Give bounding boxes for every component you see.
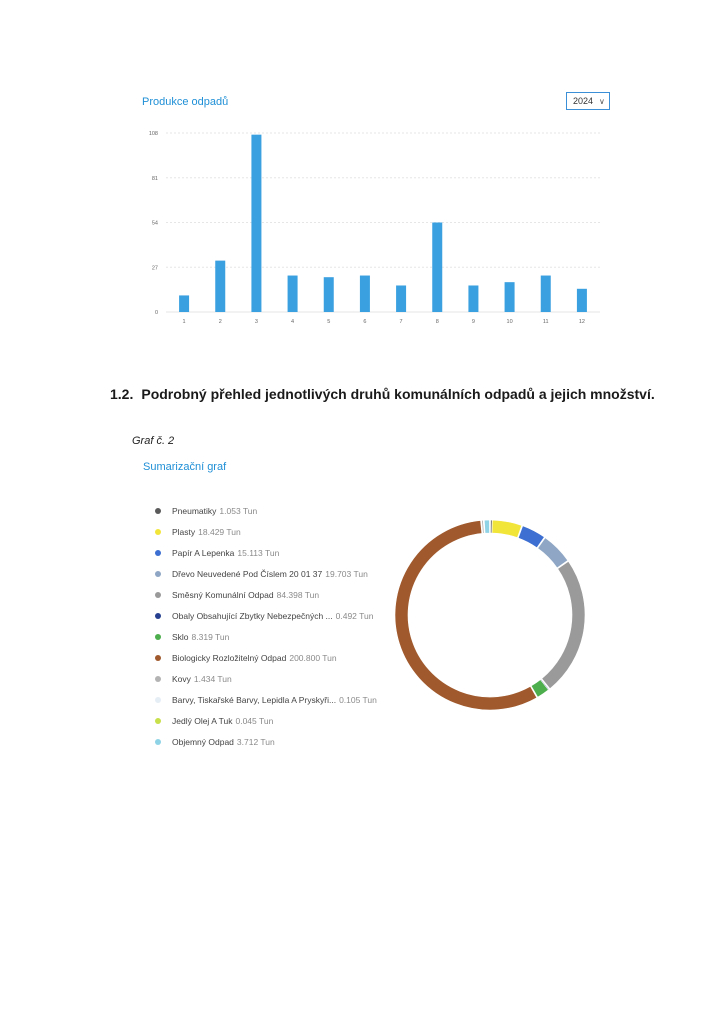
- legend-label: Barvy, Tiskařské Barvy, Lepidla A Pryskyři...: [172, 694, 337, 705]
- donut-slice: [395, 520, 537, 710]
- legend-dot: [155, 550, 161, 556]
- x-tick-label: 4: [291, 319, 295, 325]
- legend-item: [155, 689, 395, 710]
- section-title: Podrobný přehled jednotlivých druhů komunálních odpadů a jejich množství.: [141, 386, 655, 402]
- graf-label: Graf č. 2: [132, 435, 175, 447]
- legend-label: Biologicky Rozložitelný Odpad: [172, 652, 287, 663]
- legend-dot: [155, 676, 161, 682]
- y-tick-label: 54: [151, 220, 158, 227]
- bar: [360, 276, 370, 312]
- donut-slice: [542, 561, 585, 688]
- legend-label: Plasty: [172, 526, 196, 537]
- legend-value: 84.398 Tun: [276, 589, 320, 600]
- legend-dot: [155, 508, 161, 514]
- legend-value: 1.053 Tun: [219, 505, 258, 516]
- bar-chart-title: Produkce odpadů: [142, 96, 229, 108]
- section-number: 1.2.: [110, 386, 134, 402]
- legend-dot: [155, 697, 161, 703]
- donut-chart: [380, 505, 600, 725]
- legend-item: [155, 500, 395, 521]
- y-tick-label: 81: [151, 175, 158, 182]
- x-tick-label: 8: [435, 319, 439, 325]
- bar: [324, 277, 334, 312]
- section-heading: [110, 386, 655, 402]
- legend-item: [155, 710, 395, 731]
- legend-label: Sklo: [172, 631, 189, 642]
- legend-value: 8.319 Tun: [191, 631, 230, 642]
- legend-item: [155, 542, 395, 563]
- legend-value: 0.105 Tun: [339, 694, 377, 705]
- legend-item: [155, 626, 395, 647]
- bar: [468, 285, 478, 312]
- x-tick-label: 5: [327, 319, 331, 325]
- x-tick-label: 3: [254, 319, 258, 325]
- legend-label: Směsný Komunální Odpad: [172, 589, 274, 600]
- bar: [179, 295, 189, 312]
- legend-label: Papír A Lepenka: [172, 547, 235, 558]
- bar: [251, 135, 261, 312]
- x-tick-label: 7: [399, 319, 403, 325]
- legend-item: [155, 584, 395, 605]
- donut-slice: [482, 520, 484, 533]
- donut-slice: [492, 520, 522, 538]
- donut-legend: [155, 500, 395, 752]
- legend-item: [155, 605, 395, 626]
- legend-value: 18.429 Tun: [198, 526, 241, 537]
- bar: [432, 223, 442, 313]
- year-select-value: 2024: [573, 96, 594, 106]
- legend-dot: [155, 718, 161, 724]
- x-tick-label: 1: [182, 319, 186, 325]
- legend-label: Dřevo Neuvedené Pod Číslem 20 01 37: [172, 568, 323, 579]
- x-tick-label: 10: [506, 319, 513, 325]
- x-tick-label: 6: [363, 319, 367, 325]
- y-tick-label: 108: [148, 131, 158, 137]
- legend-item: [155, 647, 395, 668]
- legend-item: [155, 563, 395, 584]
- bar: [215, 261, 225, 312]
- chevron-down-icon: ∨: [599, 96, 605, 106]
- legend-value: 1.434 Tun: [193, 673, 232, 684]
- donut-slice: [538, 538, 568, 568]
- x-tick-label: 11: [542, 319, 549, 325]
- legend-dot: [155, 529, 161, 535]
- legend-value: 200.800 Tun: [289, 652, 337, 663]
- legend-dot: [155, 613, 161, 619]
- legend-dot: [155, 634, 161, 640]
- legend-value: 0.045 Tun: [235, 715, 274, 726]
- legend-dot: [155, 739, 161, 745]
- legend-label: Pneumatiky: [172, 505, 217, 516]
- bar: [288, 276, 298, 312]
- legend-label: Jedlý Olej A Tuk: [172, 715, 233, 726]
- legend-label: Obaly Obsahující Zbytky Nebezpečných ...: [172, 610, 333, 621]
- legend-value: 0.492 Tun: [335, 610, 374, 621]
- legend-value: 15.113 Tun: [237, 547, 280, 558]
- legend-dot: [155, 592, 161, 598]
- legend-item: [155, 668, 395, 689]
- y-tick-label: 27: [151, 265, 158, 272]
- legend-dot: [155, 571, 161, 577]
- legend-value: 19.703 Tun: [325, 568, 368, 579]
- x-tick-label: 2: [218, 319, 222, 325]
- legend-dot: [155, 655, 161, 661]
- bar-chart: [0, 0, 724, 340]
- legend-label: Objemný Odpad: [172, 736, 234, 747]
- x-tick-label: 12: [578, 319, 585, 325]
- bar: [577, 289, 587, 312]
- legend-item: [155, 731, 395, 752]
- donut-chart-title: Sumarizační graf: [143, 461, 227, 473]
- x-tick-label: 9: [471, 319, 475, 325]
- legend-value: 3.712 Tun: [236, 736, 275, 747]
- legend-item: [155, 521, 395, 542]
- y-tick-label: 0: [154, 310, 158, 316]
- legend-label: Kovy: [172, 673, 191, 684]
- bar: [541, 276, 551, 312]
- bar: [505, 282, 515, 312]
- bar: [396, 285, 406, 312]
- donut-slice: [484, 520, 489, 533]
